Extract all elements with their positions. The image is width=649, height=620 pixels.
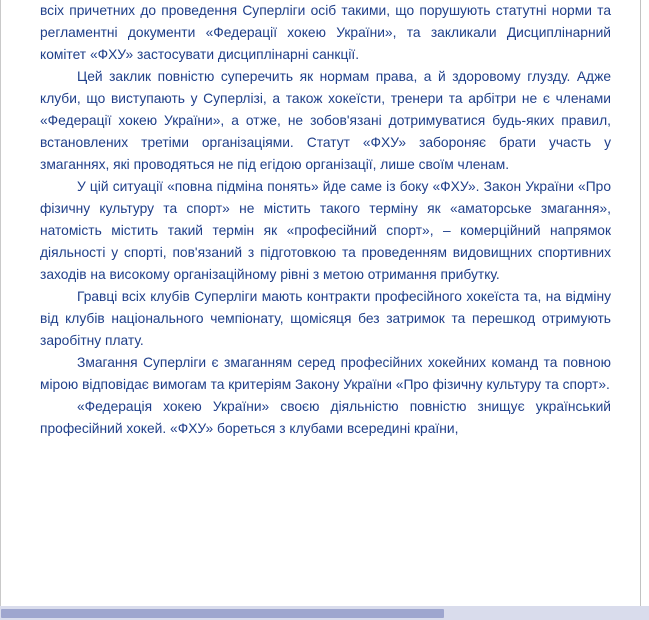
paragraph-competition: Змагання Суперліги є змаганням серед професійних хокейних команд та повною мірою відповідає вимогам та критеріям Закону України «Про фізичну культуру та спорт». xyxy=(40,355,611,392)
page-right-border xyxy=(640,0,641,606)
document-text xyxy=(40,0,611,440)
paragraph-federation: «Федерація хокею України» своєю діяльністю повністю знищує український професійний хокей. «ФХУ» бореться з клубами всередині країни, xyxy=(40,399,611,436)
horizontal-scrollbar[interactable] xyxy=(0,606,649,620)
paragraph-substitution: У цій ситуації «повна підміна понять» йде саме із боку «ФХУ». Закон України «Про фізичну культуру та спорт» не містить такого терміну як «аматорське змагання», натомість містить такий термін як «професійний спорт», – комерційний напрямок діяльності у спорті, пов'язаний з підготовкою та проведенням видовищних спортивних заходів на високому організаційному рівні з метою отримання прибутку. xyxy=(40,179,611,282)
page-left-border xyxy=(0,0,1,620)
paragraph-players: Гравці всіх клубів Суперліги мають контракти професійного хокеїста та, на відміну від клубів національного чемпіонату, щомісяця без затримок та перешкод отримують заробітну плату. xyxy=(40,289,611,348)
scrollbar-thumb[interactable] xyxy=(1,609,444,618)
paragraph-appeal: Цей заклик повністю суперечить як нормам права, а й здоровому глузду. Адже клуби, що виступають у Суперлізі, а також хокеїсти, тренери та арбітри не є членами «Федерації хокею України», а отже, не зобов'язані дотримуватися будь-яких правил, встановлених третіми організаціями. Статут «ФХУ» забороняє брати участь у змаганнях, які проводяться не під егідою організації, лише своїм членам. xyxy=(40,69,611,172)
paragraph-continuation: всіх причетних до проведення Суперліги осіб такими, що порушують статутні норми та регламентні документи «Федерації хокею України», та закликали Дисциплінарний комітет «ФХУ» застосувати дисциплінарні санкції. xyxy=(40,3,611,62)
